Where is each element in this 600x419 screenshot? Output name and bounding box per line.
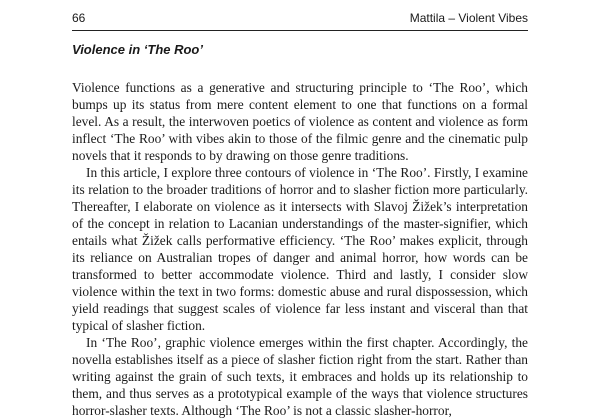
paragraph: Violence functions as a generative and structuring principle to ‘The Roo’, which bumps up its status from mere content element to one that functions on a formal level. As a result, the interwoven poetics of violence as content and violence as form inflect ‘The Roo’ with vibes akin to those of the filmic genre and the cinematic pulp novels that it responds to by drawing on those genre traditions. bbox=[72, 80, 528, 163]
running-title: Mattila – Violent Vibes bbox=[409, 11, 528, 25]
section-title: Violence in ‘The Roo’ bbox=[72, 42, 203, 57]
page-number: 66 bbox=[72, 11, 86, 25]
header-rule bbox=[72, 30, 528, 31]
paragraph: In ‘The Roo’, graphic violence emerges within the first chapter. Accordingly, the novella establishes itself as a piece of slasher fiction right from the start. Rather than writing against the grain of such texts, it embraces and holds up its relationship to them, and thus serves as a prototypical example of the ways that violence structures horror-slasher texts. Although ‘The Roo’ is not a classic slasher-horror, bbox=[72, 335, 528, 418]
paragraph: In this article, I explore three contours of violence in ‘The Roo’. Firstly, I examine its relation to the broader traditions of horror and to slasher fiction more particularly. Thereafter, I elaborate on violence as it intersects with Slavoj Žižek’s interpretation of the concept in relation to Lacanian understandings of the master-signifier, which entails what Žižek calls performative efficiency. ‘The Roo’ makes explicit, through its reliance on Australian tropes of danger and animal horror, how words can be transformed to better accommodate violence. Third and lastly, I consider slow violence within the text in two forms: domestic abuse and rural dispossession, which yield readings that suggest scales of violence far less instant and visceral than that typical of slasher fiction. bbox=[72, 165, 528, 333]
body-text bbox=[72, 79, 528, 419]
running-header bbox=[72, 8, 528, 28]
